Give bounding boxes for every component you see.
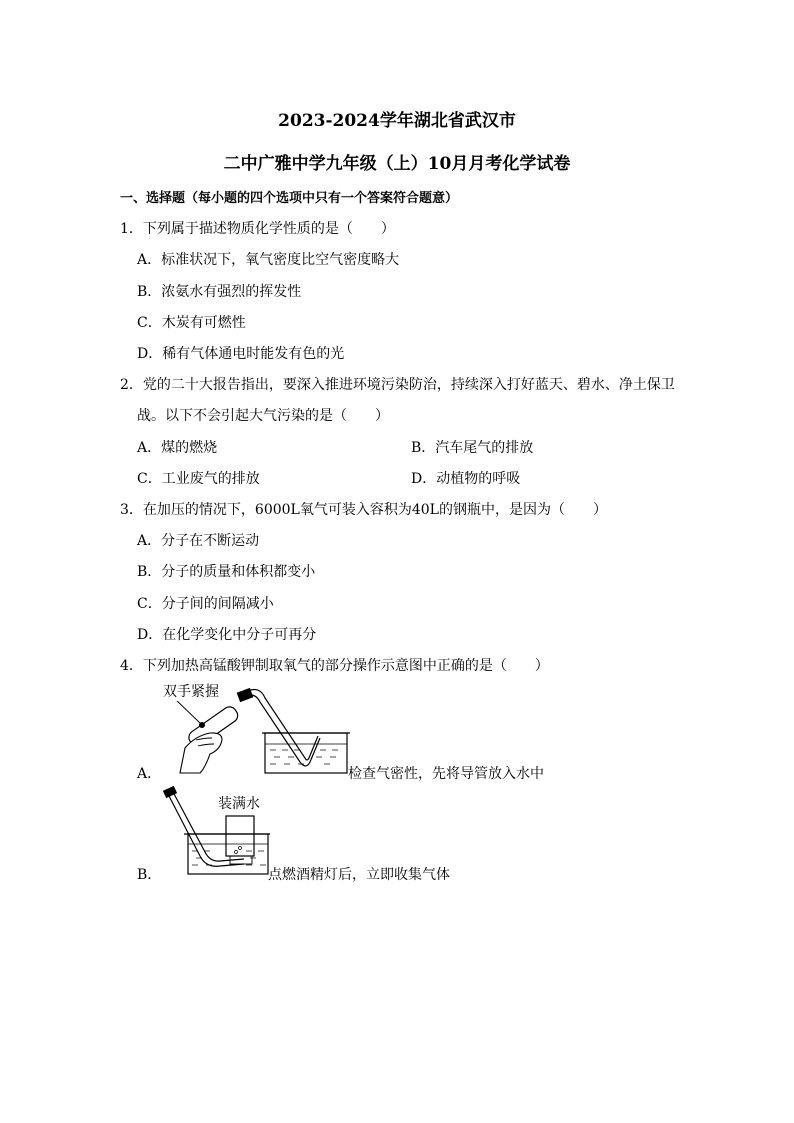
question-2-option-a: A．煤的燃烧 <box>137 440 218 456</box>
question-2-stem-line-1: 2．党的二十大报告指出，要深入推进环境污染防治，持续深入打好蓝天、碧水、净土保卫 <box>120 377 675 393</box>
question-1-option-a: A．标准状况下，氧气密度比空气密度略大 <box>137 252 400 268</box>
question-1-option-d: D．稀有气体通电时能发有色的光 <box>137 346 345 362</box>
question-2-option-d: D．动植物的呼吸 <box>411 471 521 487</box>
question-2-option-c: C．工业废气的排放 <box>137 471 260 487</box>
question-3-stem: 3．在加压的情况下，6000L氧气可装入容积为40L的钢瓶中，是因为（ ） <box>120 502 607 518</box>
question-2-option-b: B．汽车尾气的排放 <box>411 440 534 456</box>
title-line-2: 二中广雅中学九年级（上）10月月考化学试卷 <box>223 154 571 174</box>
question-3-option-c: C．分子间的间隔减小 <box>137 596 274 612</box>
full-of-water-label: 装满水 <box>218 796 260 812</box>
question-1-option-b: B．浓氨水有强烈的挥发性 <box>137 284 302 300</box>
question-4-option-a-caption: 检查气密性，先将导管放入水中 <box>348 766 544 782</box>
question-3-option-b: B．分子的质量和体积都变小 <box>137 564 316 580</box>
question-1-option-c: C．木炭有可燃性 <box>137 315 246 331</box>
question-2-stem-line-2: 战。以下不会引起大气污染的是（ ） <box>137 408 389 424</box>
hands-grip-label: 双手紧握 <box>163 681 219 701</box>
section-heading: 一、选择题（每小题的四个选项中只有一个答案符合题意） <box>120 191 459 206</box>
question-4-option-b-caption: 点燃酒精灯后，立即收集气体 <box>268 867 450 883</box>
question-4-stem: 4．下列加热高锰酸钾制取氧气的部分操作示意图中正确的是（ ） <box>120 658 549 674</box>
question-4-option-a-label: A． <box>137 766 162 782</box>
question-3-option-a: A．分子在不断运动 <box>137 533 260 549</box>
title-line-1: 2023-2024学年湖北省武汉市 <box>278 111 516 131</box>
question-3-option-d: D．在化学变化中分子可再分 <box>137 627 317 643</box>
question-1-stem: 1．下列属于描述物质化学性质的是（ ） <box>120 221 395 237</box>
question-4-option-b-label: B． <box>137 867 162 883</box>
